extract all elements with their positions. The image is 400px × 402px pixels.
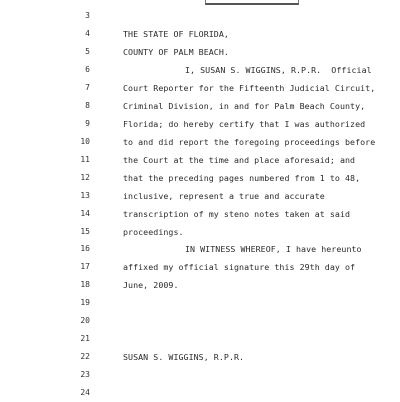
- line-number: 23: [80, 370, 90, 379]
- line-number: 12: [80, 173, 90, 182]
- line-number: 18: [80, 280, 90, 289]
- line-number: 11: [80, 155, 90, 164]
- line-row: [0, 97, 400, 115]
- line-text: proceedings.: [123, 227, 184, 237]
- line-number: 10: [80, 137, 90, 146]
- line-row: [0, 384, 400, 402]
- line-row: [0, 348, 400, 366]
- header-box-edge: [205, 0, 299, 5]
- line-number: 9: [85, 119, 90, 128]
- line-number: 13: [80, 191, 90, 200]
- line-row: [0, 7, 400, 25]
- line-text: to and did report the foregoing proceedings before: [123, 137, 376, 147]
- line-text: SUSAN S. WIGGINS, R.P.R.: [123, 352, 245, 362]
- line-text: Florida; do hereby certify that I was authorized: [123, 119, 366, 129]
- line-row: [0, 115, 400, 133]
- line-text: affixed my official signature this 29th day of: [123, 262, 356, 272]
- line-number: 5: [85, 47, 90, 56]
- line-text: THE STATE OF FLORIDA,: [123, 29, 229, 39]
- line-number: 15: [80, 227, 90, 236]
- line-text: Criminal Division, in and for Palm Beach County,: [123, 101, 366, 111]
- line-row: [0, 187, 400, 205]
- line-row: [0, 258, 400, 276]
- line-number: 22: [80, 352, 90, 361]
- line-text: that the preceding pages numbered from 1 to 48,: [123, 173, 361, 183]
- line-row: [0, 133, 400, 151]
- line-row: [0, 276, 400, 294]
- line-text: IN WITNESS WHEREOF, I have hereunto: [185, 244, 362, 254]
- line-number: 8: [85, 101, 90, 110]
- line-row: [0, 25, 400, 43]
- line-row: [0, 366, 400, 384]
- line-number: 21: [80, 334, 90, 343]
- line-text: inclusive, represent a true and accurate: [123, 191, 325, 201]
- line-number: 19: [80, 298, 90, 307]
- line-row: [0, 312, 400, 330]
- line-text: Court Reporter for the Fifteenth Judicial Circuit,: [123, 83, 376, 93]
- line-number: 24: [80, 388, 90, 397]
- line-row: [0, 151, 400, 169]
- line-text: the Court at the time and place aforesaid; and: [123, 155, 356, 165]
- line-row: [0, 169, 400, 187]
- line-row: [0, 61, 400, 79]
- line-row: [0, 79, 400, 97]
- line-row: [0, 223, 400, 241]
- line-number: 6: [85, 65, 90, 74]
- line-row: [0, 205, 400, 223]
- line-row: [0, 240, 400, 258]
- line-row: [0, 43, 400, 61]
- line-text: transcription of my steno notes taken at said: [123, 209, 351, 219]
- line-text: June, 2009.: [123, 280, 179, 290]
- line-number: 20: [80, 316, 90, 325]
- line-number: 14: [80, 209, 90, 218]
- line-row: [0, 330, 400, 348]
- line-number: 7: [85, 83, 90, 92]
- line-number: 16: [80, 244, 90, 253]
- line-text: I, SUSAN S. WIGGINS, R.P.R. Official: [185, 65, 372, 75]
- line-number: 17: [80, 262, 90, 271]
- line-text: COUNTY OF PALM BEACH.: [123, 47, 229, 57]
- line-number: 3: [85, 11, 90, 20]
- line-row: [0, 294, 400, 312]
- line-number: 4: [85, 29, 90, 38]
